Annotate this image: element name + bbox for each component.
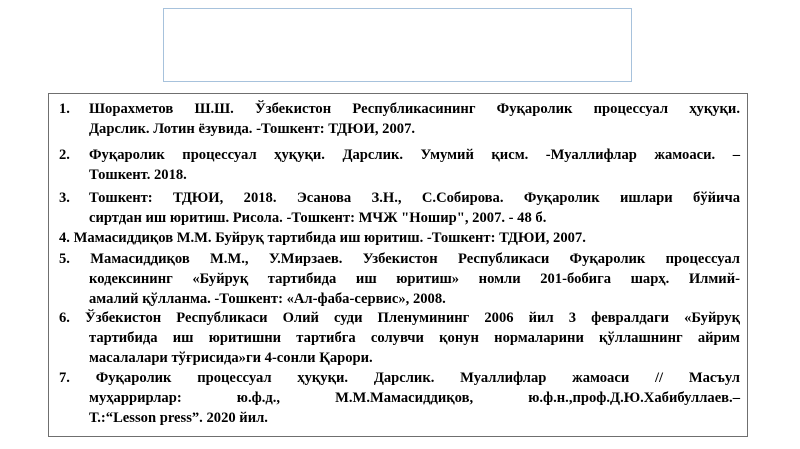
reference-item-6 (59, 309, 740, 368)
reference-number: 3. (59, 190, 70, 206)
reference-item-4 (59, 229, 740, 249)
reference-number: 2. (59, 147, 70, 163)
references-list (48, 93, 748, 437)
reference-item-5 (59, 250, 740, 309)
reference-line: сиртдан иш юритиш. Рисола. -Тошкент: МЧЖ "Ношир", 2007. - 48 б. (89, 209, 547, 226)
reference-line: Дарслик. Лотин ёзувида. -Тошкент: ТДЮИ, 2007. (89, 120, 416, 137)
reference-item-1 (59, 100, 740, 140)
reference-line: Тошкент. 2018. (89, 166, 187, 183)
reference-line: Фуқаролик процессуал ҳуқуқи. Дарслик. Умумий қисм. -Муаллифлар жамоаси. – (89, 147, 740, 163)
reference-item-2 (59, 146, 740, 186)
reference-line: 6. Ўзбекистон Республикаси Олий суди Пленумининг 2006 йил 3 февралдаги «Буйруқ (59, 310, 740, 326)
reference-item-7 (59, 369, 740, 428)
reference-line: амалий қўлланма. -Тошкент: «Ал-фаба-сервис», 2008. (89, 290, 446, 307)
reference-line: Т.:“Lesson press”. 2020 йил. (89, 409, 268, 426)
reference-line: 7. Фуқаролик процессуал ҳуқуқи. Дарслик. Муаллифлар жамоаси // Масъул (59, 370, 740, 386)
reference-line: Шорахметов Ш.Ш. Ўзбекистон Республикасининг Фуқаролик процессуал ҳуқуқи. (89, 101, 740, 117)
reference-line: 4. Мамасиддиқов М.М. Буйруқ тартибида иш юритиш. -Тошкент: ТДЮИ, 2007. (59, 230, 586, 246)
reference-line: масалалари тўғрисида»ги 4-сонли Қарори. (89, 349, 373, 366)
reference-line: Тошкент: ТДЮИ, 2018. Эсанова З.Н., С.Собирова. Фуқаролик ишлари бўйича (89, 190, 740, 206)
reference-line: кодексининг «Буйруқ тартибида иш юритиш» номли 201-бобига шарҳ. Илмий- (89, 270, 740, 287)
reference-line: 5. Мамасиддиқов М.М., У.Мирзаев. Узбекистон Республикаси Фуқаролик процессуал (59, 251, 740, 267)
title-placeholder-box (163, 8, 632, 82)
reference-line: муҳаррирлар: ю.ф.д., М.М.Мамасиддиқов, ю.ф.н.,проф.Д.Ю.Хабибуллаев.– (89, 389, 740, 406)
reference-item-3 (59, 189, 740, 229)
reference-line: тартибида иш юритишни тартибга солувчи қонун нормаларини қўллашнинг айрим (89, 329, 740, 346)
reference-number: 1. (59, 101, 70, 117)
